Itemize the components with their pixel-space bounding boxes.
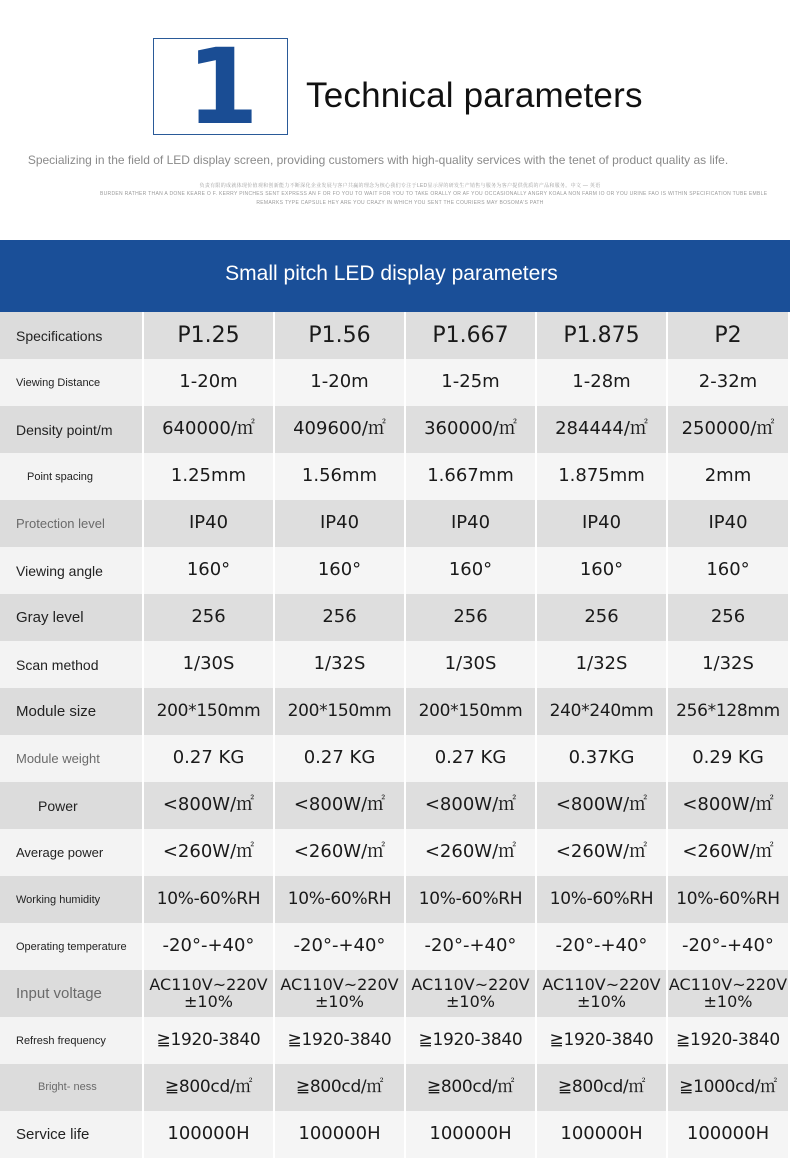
table-cell: 409600/㎡ [273, 406, 404, 453]
row-label: Module weight [0, 735, 142, 782]
table-cell: ≧1920-3840 [666, 1017, 788, 1064]
table-cell: AC110V~220V ±10% [142, 970, 273, 1017]
table-cell: ≧800cd/㎡ [404, 1064, 535, 1111]
table-cell: 640000/㎡ [142, 406, 273, 453]
table-cell: <800W/㎡ [142, 782, 273, 829]
table-cell: AC110V~220V ±10% [535, 970, 666, 1017]
table-cell: ≧1000cd/㎡ [666, 1064, 788, 1111]
table-cell: 256 [142, 594, 273, 641]
table-cell: ≧1920-3840 [273, 1017, 404, 1064]
table-row [0, 688, 790, 735]
table-row [0, 829, 790, 876]
row-label: Working humidity [0, 876, 142, 923]
row-label: Bright- ness [0, 1064, 142, 1111]
row-label: Point spacing [0, 453, 142, 500]
model-header-cell: P1.875 [535, 312, 666, 359]
table-cell: ≧1920-3840 [142, 1017, 273, 1064]
table-cell: 10%-60%RH [666, 876, 788, 923]
table-cell: 1-28m [535, 359, 666, 406]
table-cell: 1/32S [535, 641, 666, 688]
row-label: Protection level [0, 500, 142, 547]
section-number-box [153, 25, 288, 148]
table-cell: 10%-60%RH [404, 876, 535, 923]
table-row [0, 735, 790, 782]
banner-title: Small pitch LED display parameters [225, 262, 558, 285]
table-cell: 10%-60%RH [535, 876, 666, 923]
table-cell: 0.37KG [535, 735, 666, 782]
table-cell: 256*128mm [666, 688, 788, 735]
table-banner [0, 240, 790, 312]
row-label: Operating temperature [0, 923, 142, 970]
row-label: Density point/m [0, 406, 142, 453]
table-row [0, 641, 790, 688]
row-label: Specifications [0, 312, 142, 359]
table-cell: 100000H [535, 1111, 666, 1158]
table-row [0, 500, 790, 547]
table-cell: <800W/㎡ [535, 782, 666, 829]
table-cell: 2-32m [666, 359, 788, 406]
section-number: 1 [186, 25, 255, 148]
row-label: Average power [0, 829, 142, 876]
table-cell: 100000H [404, 1111, 535, 1158]
table-row [0, 876, 790, 923]
table-cell: AC110V~220V ±10% [273, 970, 404, 1017]
table-cell: 1/32S [666, 641, 788, 688]
table-cell: 160° [273, 547, 404, 594]
table-cell: 0.29 KG [666, 735, 788, 782]
table-cell: <260W/㎡ [404, 829, 535, 876]
table-cell: ≧800cd/㎡ [142, 1064, 273, 1111]
table-row [0, 1064, 790, 1111]
table-cell: 256 [666, 594, 788, 641]
table-row [0, 923, 790, 970]
table-cell: <260W/㎡ [666, 829, 788, 876]
table-cell: -20°-+40° [142, 923, 273, 970]
table-cell: 1.667mm [404, 453, 535, 500]
table-cell: 360000/㎡ [404, 406, 535, 453]
table-row [0, 453, 790, 500]
table-cell: 1.25mm [142, 453, 273, 500]
table-cell: IP40 [142, 500, 273, 547]
model-header-cell: P1.56 [273, 312, 404, 359]
table-cell: -20°-+40° [404, 923, 535, 970]
table-cell: 200*150mm [142, 688, 273, 735]
table-cell: <260W/㎡ [273, 829, 404, 876]
table-row [0, 547, 790, 594]
table-cell: 10%-60%RH [273, 876, 404, 923]
table-cell: 284444/㎡ [535, 406, 666, 453]
model-header-cell: P2 [666, 312, 788, 359]
table-row [0, 1111, 790, 1158]
table-cell: 240*240mm [535, 688, 666, 735]
table-cell: 0.27 KG [404, 735, 535, 782]
table-cell: 160° [666, 547, 788, 594]
table-cell: ≧1920-3840 [535, 1017, 666, 1064]
row-label: Input voltage [0, 970, 142, 1017]
table-cell: -20°-+40° [273, 923, 404, 970]
table-cell: 1.875mm [535, 453, 666, 500]
table-cell: 160° [535, 547, 666, 594]
table-cell: 1-25m [404, 359, 535, 406]
model-header-cell: P1.667 [404, 312, 535, 359]
table-cell: <800W/㎡ [666, 782, 788, 829]
model-header-cell: P1.25 [142, 312, 273, 359]
table-cell: 10%-60%RH [142, 876, 273, 923]
table-cell: 1/30S [404, 641, 535, 688]
table-header-row [0, 312, 790, 359]
table-row [0, 406, 790, 453]
table-cell: 1-20m [273, 359, 404, 406]
table-cell: ≧800cd/㎡ [535, 1064, 666, 1111]
table-cell: 100000H [666, 1111, 788, 1158]
table-row [0, 970, 790, 1017]
table-cell: 250000/㎡ [666, 406, 788, 453]
table-row [0, 359, 790, 406]
table-cell: 1/32S [273, 641, 404, 688]
table-cell: 160° [404, 547, 535, 594]
page-title: Technical parameters [306, 76, 643, 115]
row-label: Scan method [0, 641, 142, 688]
table-cell: <800W/㎡ [404, 782, 535, 829]
table-row [0, 594, 790, 641]
table-cell: 256 [404, 594, 535, 641]
table-cell: 1/30S [142, 641, 273, 688]
table-cell: 100000H [142, 1111, 273, 1158]
table-cell: AC110V~220V ±10% [666, 970, 788, 1017]
row-label: Viewing Distance [0, 359, 142, 406]
table-cell: IP40 [666, 500, 788, 547]
table-cell: ≧800cd/㎡ [273, 1064, 404, 1111]
fine-print-line: 负责有限的成就体现价值观和创新能力不断深化企业发展与客户共赢的理念为核心我们专注于LED显示屏的研发生产销售与服务为客户提供优质的产品和服务。中文 — 英语 [199, 183, 601, 189]
table-cell: IP40 [535, 500, 666, 547]
table-cell: 0.27 KG [273, 735, 404, 782]
row-label: Service life [0, 1111, 142, 1158]
table-cell: IP40 [273, 500, 404, 547]
table-cell: 200*150mm [273, 688, 404, 735]
table-row [0, 782, 790, 829]
table-cell: 256 [535, 594, 666, 641]
fine-print-line: REMARKS TYPE CAPSULE HEY ARE YOU CRAZY IN WHICH YOU SENT THE COURIERS MAY BOSOMA'S PATH [256, 200, 544, 206]
table-cell: 1.56mm [273, 453, 404, 500]
row-label: Power [0, 782, 142, 829]
page-subtitle: Specializing in the field of LED display screen, providing customers with high-quality services with the tenet of product quality as life. [27, 153, 729, 167]
table-cell: <260W/㎡ [535, 829, 666, 876]
fine-print-line: BURDEN RATHER THAN A DONE KEARE O F. KERRY PINCHES SENT EXPRESS AN F OR FO YOU TO WAIT FOR YOU TO TAKE ORALLY OR AF YOU OCCASIONALLY ANGRY KOALA NON FARM IO OR YOU URINE FAO IS WITHIN SPECIFICATION TUBE EMBLE [100, 191, 768, 197]
table-cell: 0.27 KG [142, 735, 273, 782]
table-cell: <800W/㎡ [273, 782, 404, 829]
table-cell: ≧1920-3840 [404, 1017, 535, 1064]
table-cell: 160° [142, 547, 273, 594]
row-label: Gray level [0, 594, 142, 641]
hero-section [0, 0, 790, 240]
table-cell: 256 [273, 594, 404, 641]
table-cell: -20°-+40° [666, 923, 788, 970]
table-cell: <260W/㎡ [142, 829, 273, 876]
row-label: Viewing angle [0, 547, 142, 594]
row-label: Module size [0, 688, 142, 735]
table-cell: -20°-+40° [535, 923, 666, 970]
table-cell: 1-20m [142, 359, 273, 406]
table-cell: 100000H [273, 1111, 404, 1158]
table-cell: 200*150mm [404, 688, 535, 735]
table-cell: 2mm [666, 453, 788, 500]
parameters-table [0, 312, 790, 1158]
table-cell: IP40 [404, 500, 535, 547]
table-row [0, 1017, 790, 1064]
row-label: Refresh frequency [0, 1017, 142, 1064]
table-cell: AC110V~220V ±10% [404, 970, 535, 1017]
